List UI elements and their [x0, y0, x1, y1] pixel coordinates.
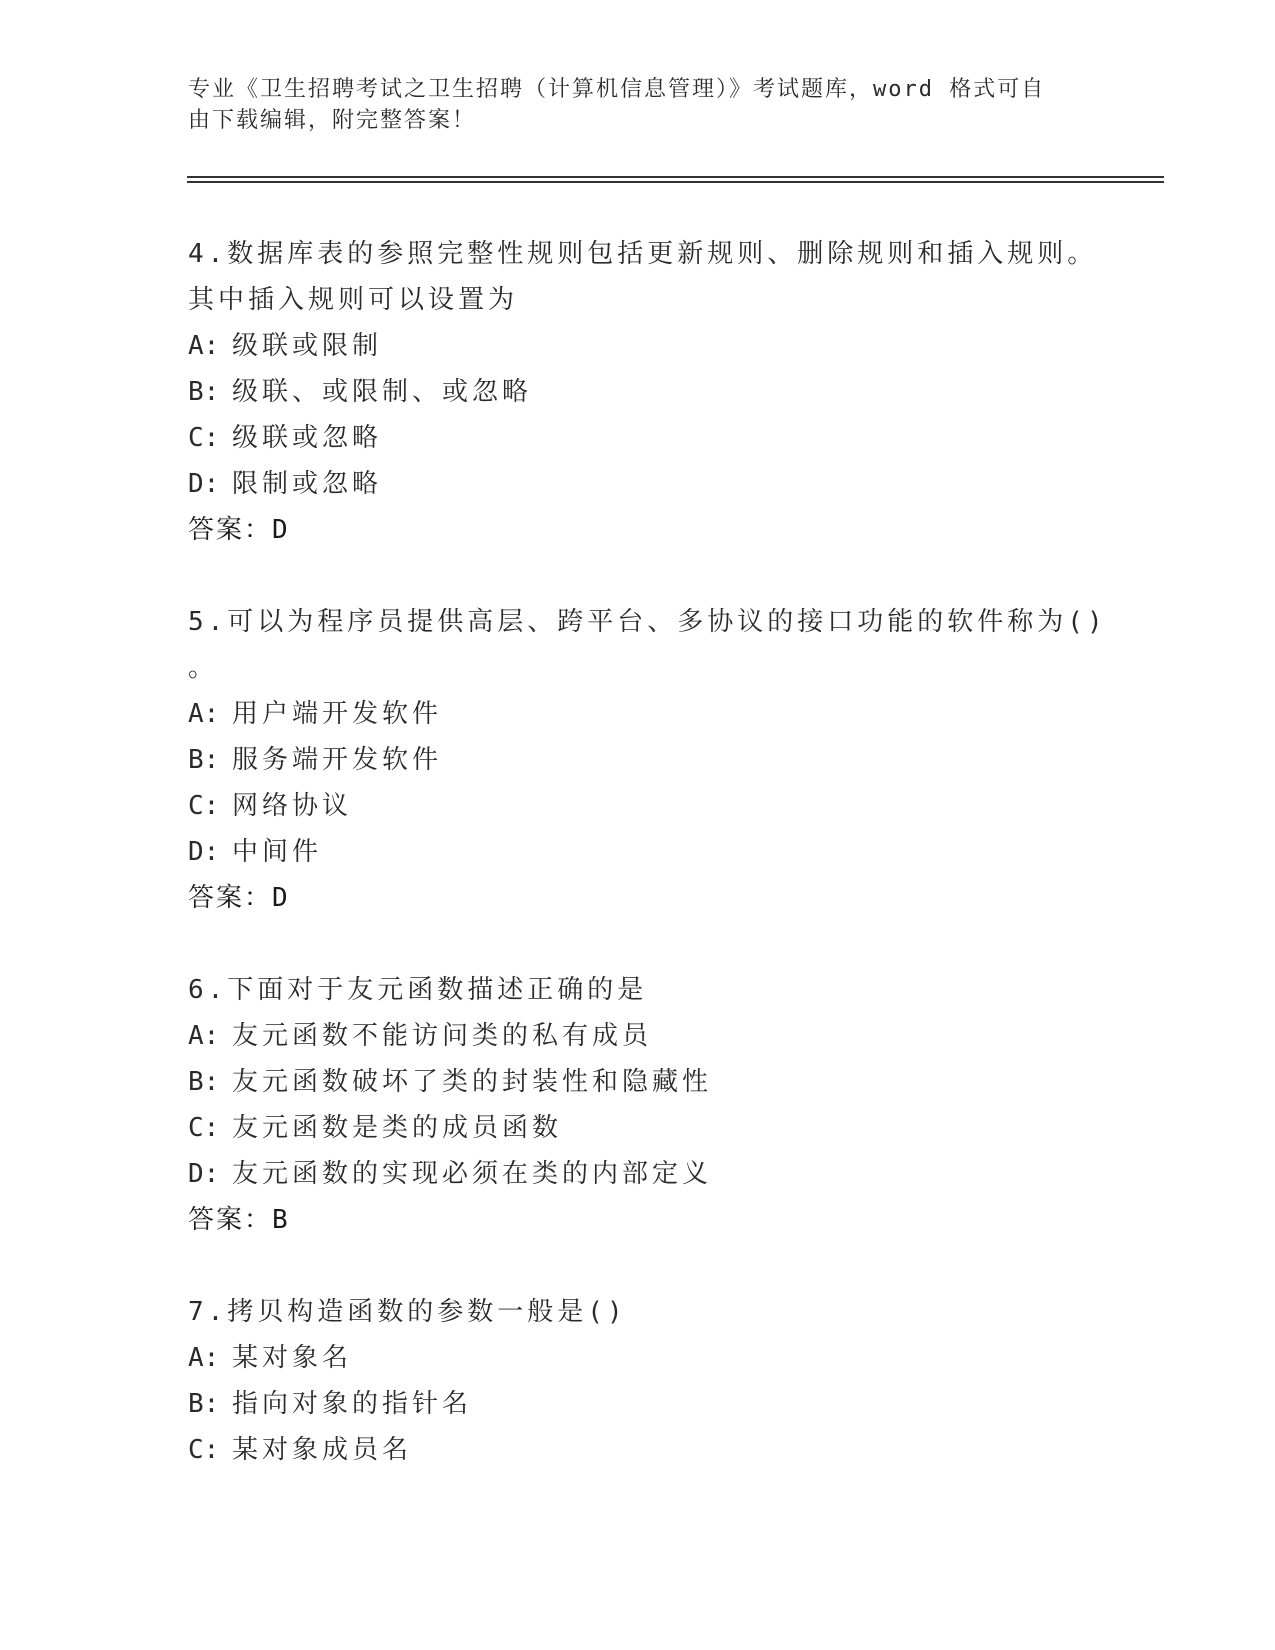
answer-line: 答案：B: [188, 1205, 290, 1235]
option-letter: C:: [188, 423, 220, 453]
option-text: 级联、或限制、或忽略: [232, 377, 533, 407]
question-block: [188, 1289, 1088, 1473]
option-row: [188, 1381, 1088, 1427]
option-text: 网络协议: [232, 791, 353, 821]
header-line-1: 专业《卫生招聘考试之卫生招聘（计算机信息管理）》考试题库，word 格式可自: [188, 77, 1046, 102]
answer-line: 答案：D: [188, 515, 290, 545]
option-letter: A:: [188, 1021, 220, 1051]
option-text: 友元函数的实现必须在类的内部定义: [232, 1159, 713, 1189]
option-row: [188, 783, 1088, 829]
question-text: 。: [188, 653, 219, 683]
header-divider-bottom: [187, 181, 1164, 183]
header-line-2: 由下载编辑，附完整答案！: [188, 108, 477, 133]
option-text: 级联或忽略: [232, 423, 383, 453]
option-row: [188, 1059, 1088, 1105]
option-row: [188, 323, 1088, 369]
question-list: [188, 231, 1107, 1519]
option-row: [188, 829, 1088, 875]
option-text: 指向对象的指针名: [232, 1389, 473, 1419]
option-row: [188, 1427, 1088, 1473]
option-row: [188, 461, 1088, 507]
question-text: 7.拷贝构造函数的参数一般是(): [188, 1297, 627, 1327]
option-letter: B:: [188, 1389, 220, 1419]
option-letter: C:: [188, 1435, 220, 1465]
answer-line: 答案：D: [188, 883, 290, 913]
question-block: [188, 231, 1098, 553]
option-row: [188, 737, 1088, 783]
option-letter: C:: [188, 1113, 220, 1143]
option-text: 限制或忽略: [232, 469, 383, 499]
option-text: 服务端开发软件: [232, 745, 443, 775]
question-text: 6.下面对于友元函数描述正确的是: [188, 975, 648, 1005]
option-row: [188, 1335, 1088, 1381]
document-header: [188, 74, 1088, 136]
option-row: [188, 691, 1088, 737]
option-row: [188, 1105, 1088, 1151]
question-text: 5.可以为程序员提供高层、跨平台、多协议的接口功能的软件称为(): [188, 607, 1107, 637]
question-text: 其中插入规则可以设置为: [188, 285, 519, 315]
option-letter: D:: [188, 469, 220, 499]
option-letter: D:: [188, 837, 220, 867]
option-letter: C:: [188, 791, 220, 821]
option-row: [188, 1013, 1088, 1059]
option-letter: B:: [188, 745, 220, 775]
option-text: 某对象名: [232, 1343, 353, 1373]
option-text: 友元函数不能访问类的私有成员: [232, 1021, 653, 1051]
option-letter: A:: [188, 1343, 220, 1373]
option-text: 某对象成员名: [232, 1435, 413, 1465]
option-text: 友元函数是类的成员函数: [232, 1113, 563, 1143]
option-letter: A:: [188, 699, 220, 729]
question-block: [188, 967, 1088, 1243]
option-row: [188, 1151, 1088, 1197]
question-text: 4.数据库表的参照完整性规则包括更新规则、删除规则和插入规则。: [188, 239, 1098, 269]
option-text: 级联或限制: [232, 331, 383, 361]
question-block: [188, 599, 1107, 921]
option-row: [188, 415, 1088, 461]
option-letter: D:: [188, 1159, 220, 1189]
option-text: 用户端开发软件: [232, 699, 443, 729]
option-row: [188, 369, 1088, 415]
option-letter: B:: [188, 1067, 220, 1097]
option-letter: B:: [188, 377, 220, 407]
option-letter: A:: [188, 331, 220, 361]
option-text: 友元函数破坏了类的封装性和隐藏性: [232, 1067, 713, 1097]
header-divider-top: [187, 176, 1164, 178]
option-text: 中间件: [232, 837, 323, 867]
